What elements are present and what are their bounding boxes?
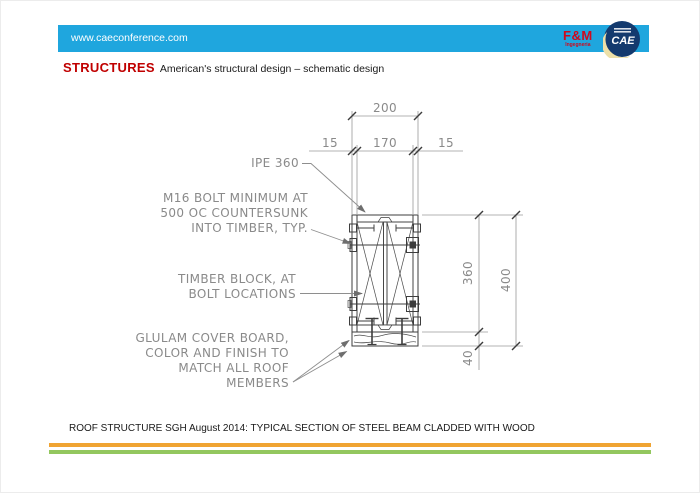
fm-logo-text: F&M (563, 28, 593, 43)
slide-caption: ROOF STRUCTURE SGH August 2014: TYPICAL SECTION OF STEEL BEAM CLADDED WITH WOOD (69, 423, 535, 434)
callout-glulam-line2: COLOR AND FINISH TO (145, 346, 289, 360)
wood-grain (354, 334, 416, 338)
dim-left-board: 15 (321, 136, 339, 150)
title-keyword: STRUCTURES (63, 60, 155, 75)
dim-cover-board: 40 (461, 349, 475, 367)
footer-stripe-green (49, 450, 651, 454)
dim-beam-depth: 360 (461, 260, 475, 286)
callout-m16-line2: 500 OC COUNTERSUNK (160, 206, 308, 220)
dim-right-board: 15 (437, 136, 455, 150)
callout-glulam-line4: MEMBERS (226, 376, 289, 390)
callout-ipe: IPE 360 (251, 156, 299, 170)
bottom-fillet (378, 325, 392, 330)
dim-flange-width: 170 (372, 136, 398, 150)
footer-stripe-orange (49, 443, 651, 447)
cover-board (352, 332, 418, 346)
callout-m16-line1: M16 BOLT MINIMUM AT (162, 191, 308, 205)
beam-section (352, 215, 418, 346)
conference-url[interactable]: www.caeconference.com (71, 32, 188, 44)
dim-overall-width: 200 (372, 101, 398, 115)
title-text: American's structural design – schematic design (159, 63, 385, 75)
top-fillet (378, 218, 392, 223)
callout-timber-line2: BOLT LOCATIONS (188, 287, 296, 301)
web (384, 222, 388, 325)
callout-glulam-line3: MATCH ALL ROOF (178, 361, 289, 375)
callout-m16-line3: INTO TIMBER, TYP. (191, 221, 308, 235)
callout-timber-line1: TIMBER BLOCK, AT (177, 272, 296, 286)
cae-logo-text: CAE (611, 35, 635, 47)
section-drawing (1, 1, 700, 493)
wood-grain (354, 342, 416, 345)
left-side-board (352, 215, 357, 332)
right-side-board (413, 215, 418, 332)
fm-logo-subtext: Ingegneria (565, 42, 591, 48)
dim-overall-depth: 400 (499, 267, 513, 293)
callout-glulam-line1: GLULAM COVER BOARD, (135, 331, 289, 345)
